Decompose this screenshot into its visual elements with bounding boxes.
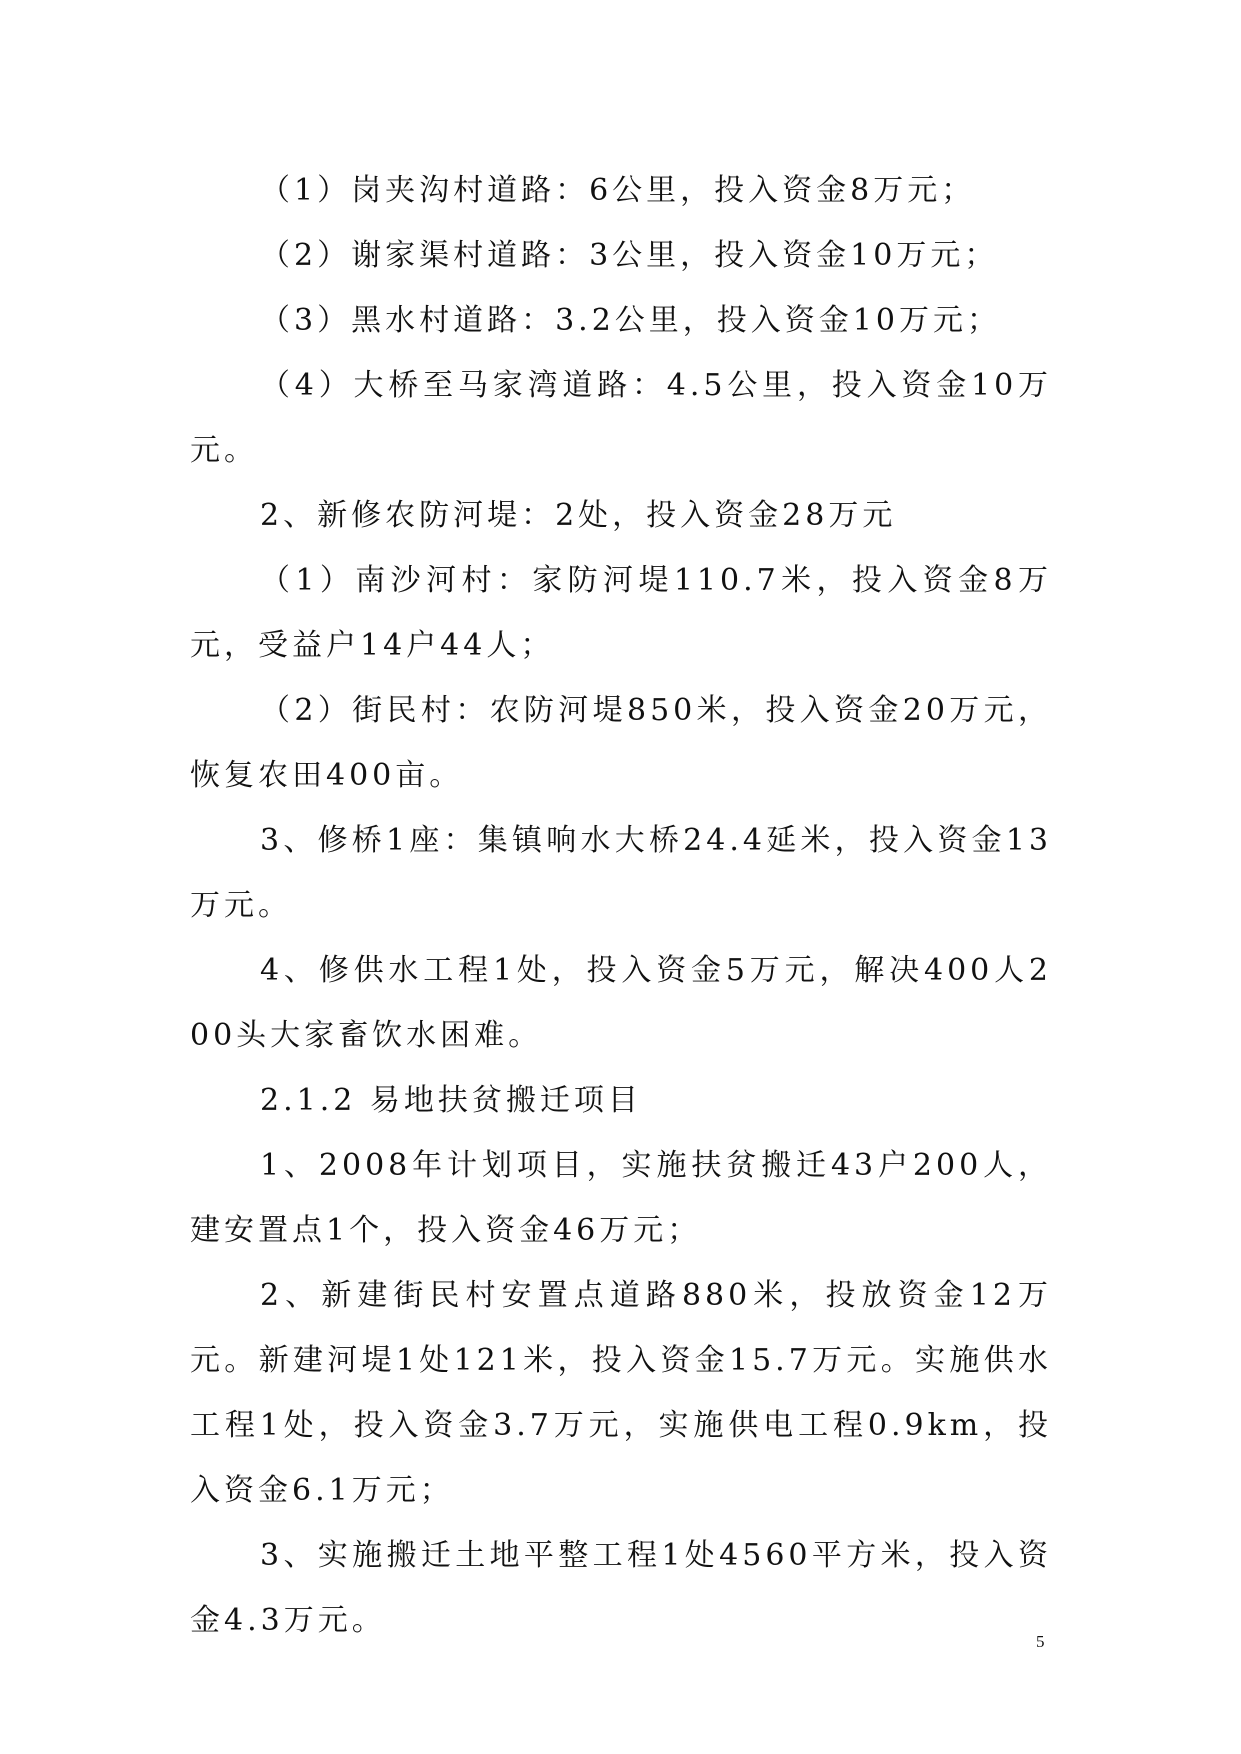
page-body (190, 158, 1052, 1653)
paragraph: 1、2008年计划项目，实施扶贫搬迁43户200人，建安置点1个，投入资金46万元； (190, 1148, 1052, 1248)
paragraph: （4）大桥至马家湾道路：4.5公里，投入资金10万元。 (190, 368, 1052, 468)
paragraph: 2、新建街民村安置点道路880米，投放资金12万元。新建河堤1处121米，投入资金15.7万元。实施供水工程1处，投入资金3.7万元，实施供电工程0.9km，投入资金6.1万元； (190, 1278, 1052, 1508)
paragraph: 2、新修农防河堤：2处，投入资金28万元 (260, 498, 897, 533)
paragraph: 4、修供水工程1处，投入资金5万元，解决400人200头大家畜饮水困难。 (190, 953, 1052, 1053)
paragraph: （1）南沙河村：家防河堤110.7米，投入资金8万元，受益户14户44人； (190, 563, 1052, 663)
paragraph: 3、修桥1座：集镇响水大桥24.4延米，投入资金13万元。 (190, 823, 1052, 923)
paragraph: （2）街民村：农防河堤850米，投入资金20万元，恢复农田400亩。 (190, 693, 1052, 793)
paragraph: 3、实施搬迁土地平整工程1处4560平方米，投入资金4.3万元。 (190, 1538, 1052, 1638)
paragraph: （2）谢家渠村道路：3公里，投入资金10万元； (260, 238, 999, 273)
paragraph: （1）岗夹沟村道路：6公里，投入资金8万元； (260, 173, 976, 208)
page-number: 5 (1036, 1632, 1045, 1651)
paragraph: （3）黑水村道路：3.2公里，投入资金10万元； (260, 303, 1001, 338)
section-heading: 2.1.2 易地扶贫搬迁项目 (260, 1083, 642, 1118)
